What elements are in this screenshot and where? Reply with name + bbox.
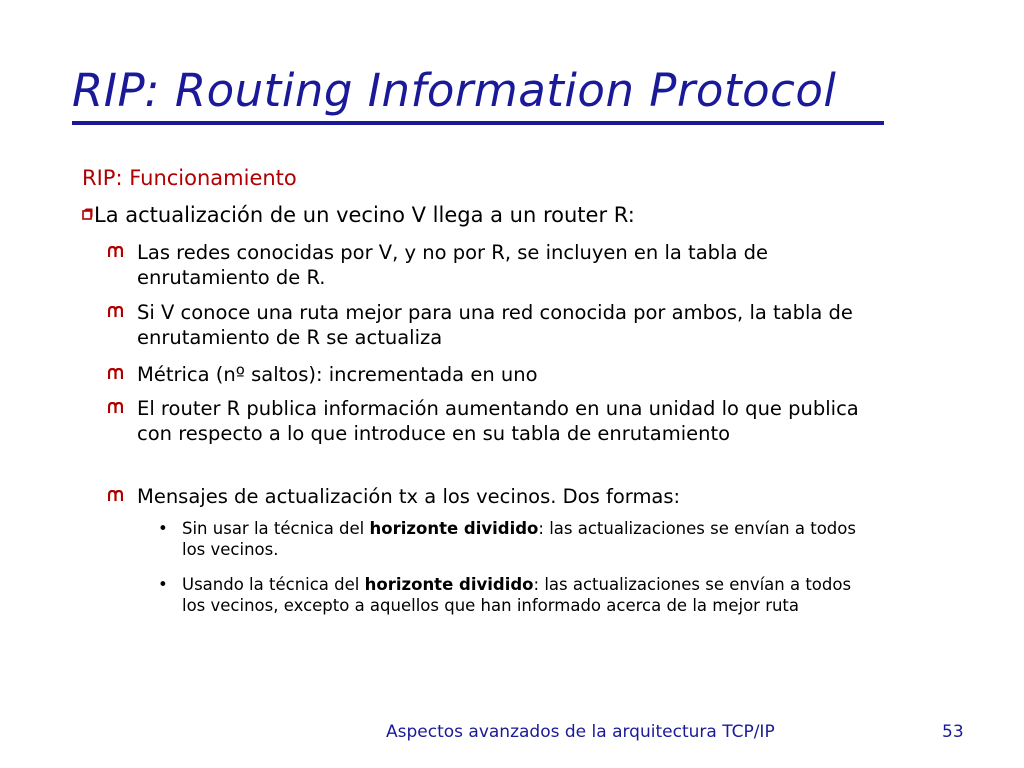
slide-title: RIP: Routing Information Protocol	[72, 64, 837, 117]
page-number: 53	[942, 722, 964, 742]
emphasis-horizonte-dividido: horizonte dividido	[369, 519, 539, 538]
m-bullet-icon	[108, 490, 123, 502]
bullet-level2-text: Métrica (nº saltos): incrementada en uno	[137, 363, 538, 386]
dot-bullet-icon: •	[158, 575, 168, 594]
emphasis-horizonte-dividido: horizonte dividido	[364, 575, 534, 594]
m-bullet-icon	[108, 306, 123, 318]
m-bullet-icon	[108, 402, 123, 414]
bullet-level2-text: Si V conoce una ruta mejor para una red conocida por ambos, la tabla de enrutamiento de R se actualiza	[137, 301, 853, 349]
bullet-level2-text: Mensajes de actualización tx a los vecinos. Dos formas:	[137, 485, 681, 508]
bullet-level2-text: Las redes conocidas por V, y no por R, se incluyen en la tabla de enrutamiento de R.	[137, 241, 768, 289]
m-bullet-icon	[108, 368, 123, 380]
m-bullet-icon	[108, 246, 123, 258]
bullet-level2-text: El router R publica información aumentando en una unidad lo que publica con respecto a lo que introduce en su tabla de enrutamiento	[137, 397, 859, 445]
dot-bullet-icon: •	[158, 519, 168, 538]
bullet-level3-text: Usando la técnica del horizonte dividido: las actualizaciones se envían a todos los vecinos, excepto a aquellos que han informado acerca de la mejor ruta	[182, 575, 852, 615]
bullet-level3-text: Sin usar la técnica del horizonte dividido: las actualizaciones se envían a todos los vecinos.	[182, 519, 856, 559]
slide-footer: Aspectos avanzados de la arquitectura TCP/IP	[386, 722, 775, 742]
bullet-level1-text: La actualización de un vecino V llega a un router R:	[94, 203, 635, 227]
title-underline	[72, 121, 884, 125]
square-bullet-icon	[82, 208, 93, 220]
section-subtitle: RIP: Funcionamiento	[82, 166, 297, 190]
